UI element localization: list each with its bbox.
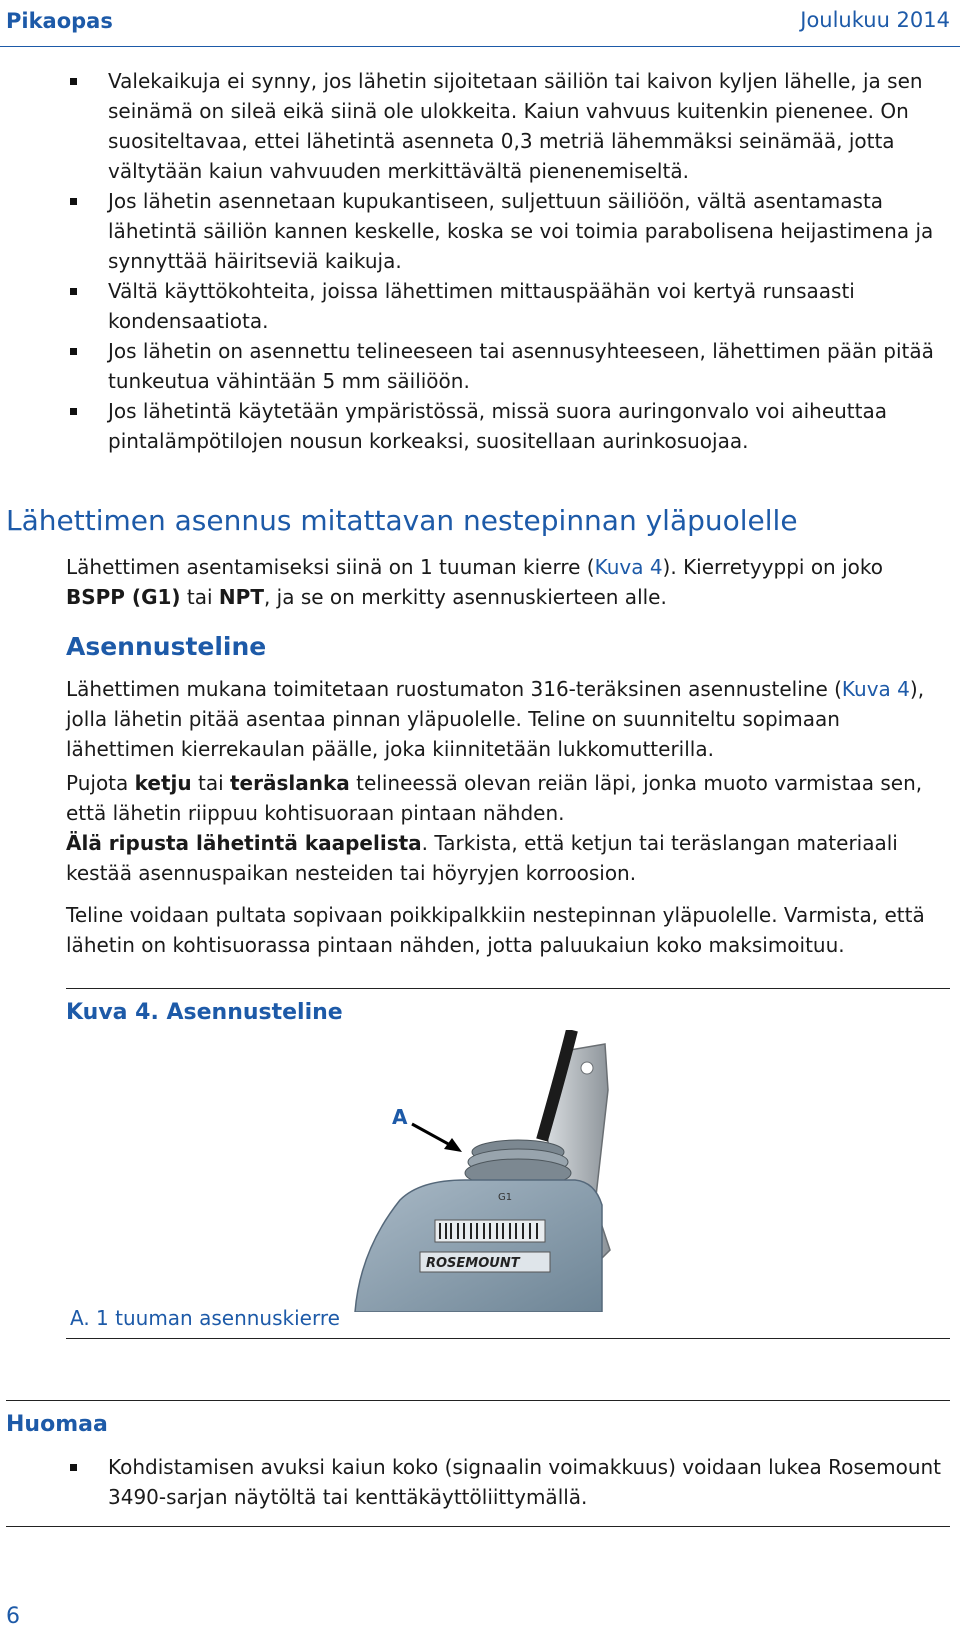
list-item: Jos lähetin asennetaan kupukantiseen, suljettuun säiliöön, vältä asentamasta lähetintä säiliön kannen keskelle, koska se voi toimia parabolisena heijastimena ja synnyttää häiritseviä kaikuja. [70, 186, 950, 276]
callout-arrow [412, 1124, 452, 1146]
note-bottom-rule [6, 1526, 950, 1527]
note-top-rule [6, 1400, 950, 1401]
bullet-square-icon [70, 408, 77, 415]
bullet-list [70, 66, 950, 456]
page-header [0, 0, 960, 47]
subsection-heading: Asennusteline [66, 632, 267, 661]
bullet-square-icon [70, 78, 77, 85]
list-item: Jos lähetintä käytetään ympäristössä, missä suora auringonvalo voi aiheuttaa pintalämpötilojen nousun korkeaksi, suositellaan aurinkosuojaa. [70, 396, 950, 456]
section-paragraph: Lähettimen asentamiseksi siinä on 1 tuuman kierre (Kuva 4). Kierretyyppi on joko BSPP (G1) tai NPT, ja se on merkitty asennuskierteen alle. [66, 555, 883, 609]
figure-link[interactable]: Kuva 4 [594, 555, 663, 579]
bullet-square-icon [70, 198, 77, 205]
header-date: Joulukuu 2014 [800, 8, 950, 32]
note-list [70, 1452, 950, 1512]
transmitter-body [355, 1180, 602, 1312]
section-heading: Lähettimen asennus mitattavan nestepinnan yläpuolelle [6, 504, 798, 537]
transmitter-bracket-illustration [340, 1030, 680, 1312]
figure-bottom-rule [66, 1338, 950, 1339]
header-doc-type: Pikaopas [6, 9, 113, 33]
list-item: Kohdistamisen avuksi kaiun koko (signaalin voimakkuus) voidaan lukea Rosemount 3490-sarjan näytöltä tai kenttäkäyttöliittymällä. [70, 1452, 950, 1512]
figure-top-rule [66, 988, 950, 989]
bracket-hole [581, 1062, 593, 1074]
figure-link[interactable]: Kuva 4 [841, 677, 910, 701]
brand-text: ROSEMOUNT [426, 1256, 520, 1271]
bracket-paragraph: Lähettimen mukana toimitetaan ruostumaton 316-teräksinen asennusteline (Kuva 4), jolla lähetin pitää asentaa pinnan yläpuolelle. Teline on suunniteltu sopimaan lähettimen kierrekaulan päälle, joka kiinnitetään lukkomutterilla. [66, 677, 925, 761]
page-number: 6 [6, 1604, 20, 1629]
svg-text:G1: G1 [498, 1192, 513, 1203]
list-item: Jos lähetin on asennettu telineeseen tai asennusyhteeseen, lähettimen pään pitää tunkeutua vähintään 5 mm säiliöön. [70, 336, 950, 396]
figure-caption: Kuva 4. Asennusteline [66, 1000, 343, 1025]
bullet-square-icon [70, 348, 77, 355]
list-item: Valekaikuja ei synny, jos lähetin sijoitetaan säiliön tai kaivon kyljen lähelle, ja sen seinämä on sileä eikä siinä ole ulokkeita. Kaiun vahvuus kuitenkin pienenee. On suositeltavaa, ettei lähetintä asenneta 0,3 metriä lähemmäksi seinämää, jotta vältytään kaiun vahvuuden merkittävältä pienenemiseltä. [70, 66, 950, 186]
note-heading: Huomaa [6, 1412, 108, 1437]
figure-footnote: A. 1 tuuman asennuskierre [70, 1306, 340, 1330]
figure-label-a: A [392, 1105, 408, 1129]
bullet-square-icon [70, 1464, 77, 1471]
mounting-paragraph: Teline voidaan pultata sopivaan poikkipalkkiin nestepinnan yläpuolelle. Varmista, että lähetin on kohtisuorassa pintaan nähden, jotta paluukaiun koko maksimoituu. [66, 903, 925, 957]
hanging-paragraph: Pujota ketju tai teräslanka telineessä olevan reiän läpi, jonka muoto varmistaa sen, että lähetin riippuu kohtisuoraan pintaan nähden. Älä ripusta lähetintä kaapelista. Tarkista, että ketjun tai teräslangan materiaali kestää asennuspaikan nesteiden tai höyryjen korroosion. [66, 771, 923, 885]
list-item: Vältä käyttökohteita, joissa lähettimen mittauspäähän voi kertyä runsaasti kondensaatiota. [70, 276, 950, 336]
bullet-square-icon [70, 288, 77, 295]
warning-text: Älä ripusta lähetintä kaapelista [66, 831, 422, 855]
